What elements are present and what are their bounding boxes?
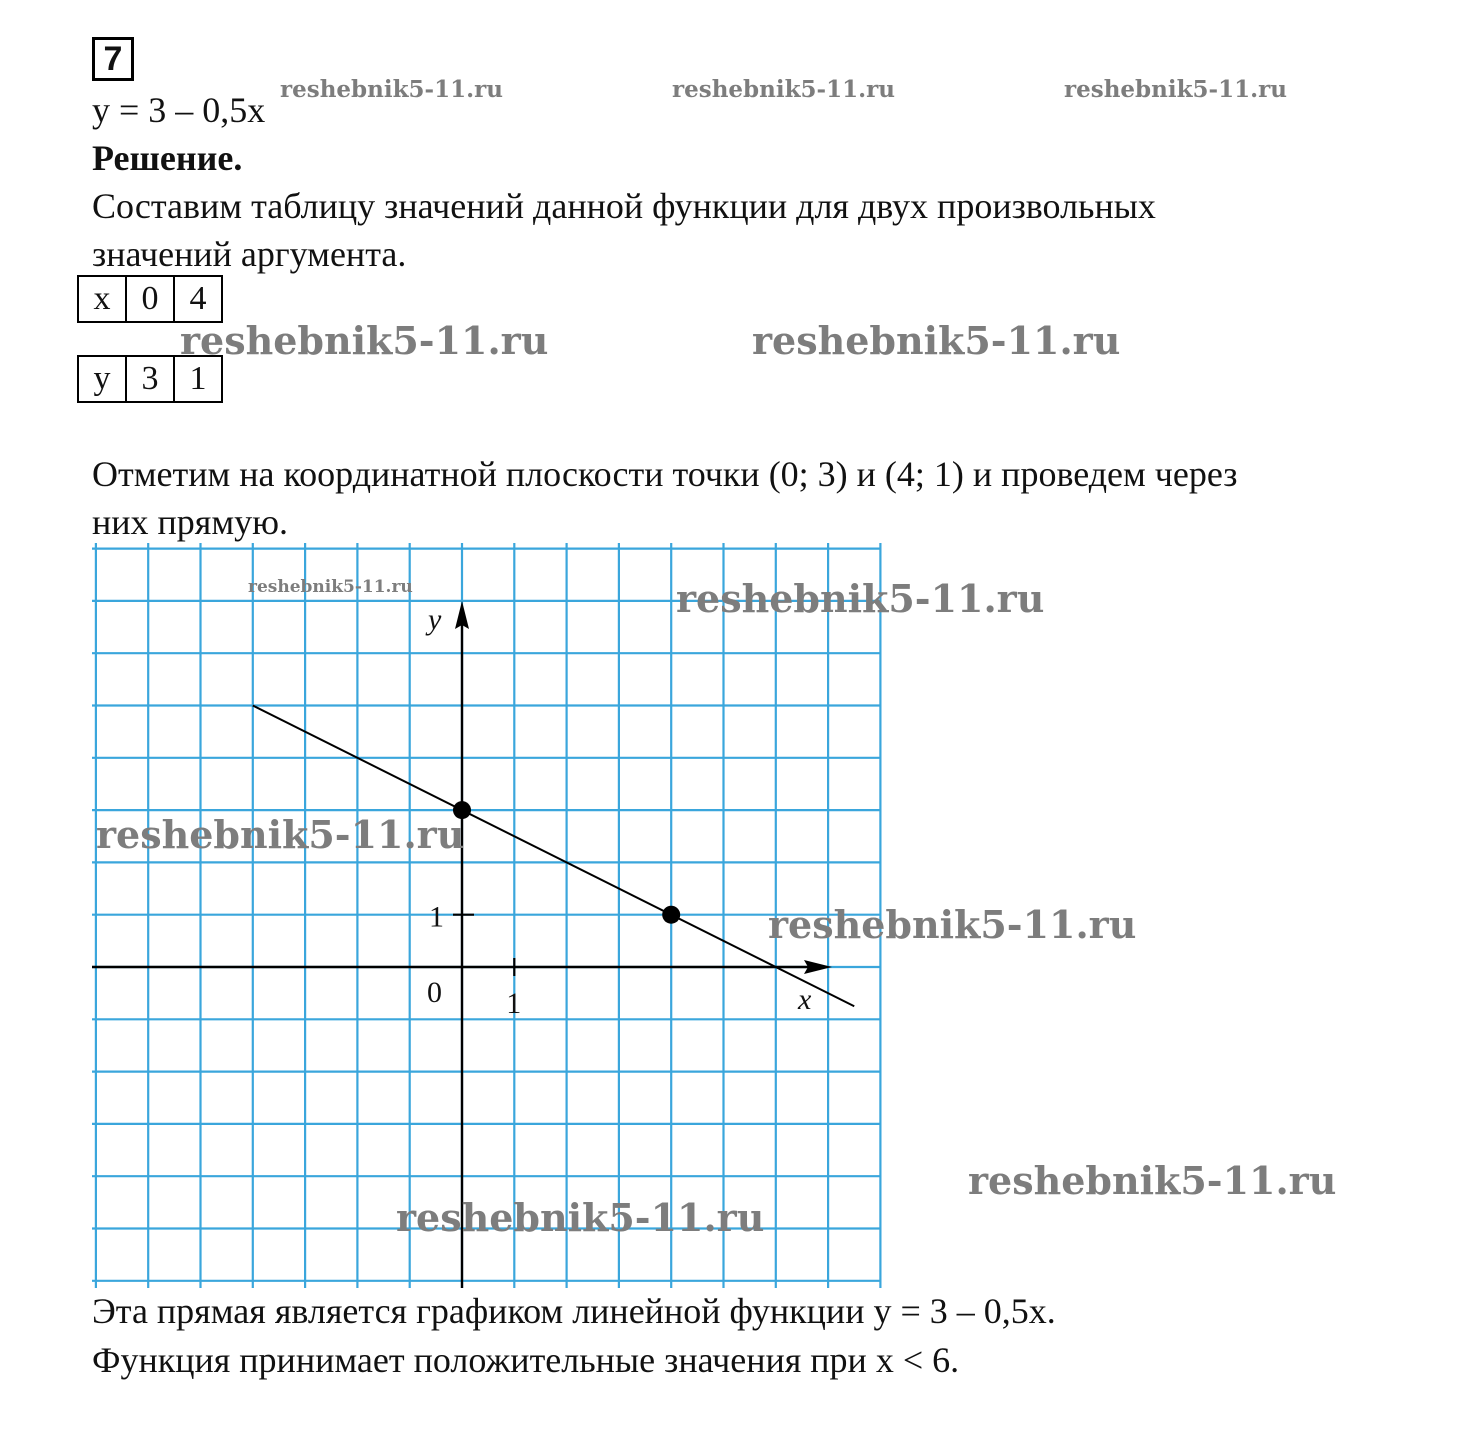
table-cell: 4 [174, 276, 222, 322]
paragraph-2-line-1: Отметим на координатной плоскости точки (0; 3) и (4; 1) и проведем через [92, 454, 1238, 494]
paragraph-1-line-1: Составим таблицу значений данной функции для двух произвольных [92, 186, 1156, 226]
grid [92, 543, 880, 1288]
watermark: reshebnik5-11.ru [396, 1195, 765, 1240]
watermark: reshebnik5-11.ru [248, 577, 413, 597]
watermark: reshebnik5-11.ru [96, 812, 465, 857]
watermark: reshebnik5-11.ru [1064, 76, 1287, 103]
origin-label: 0 [427, 976, 442, 1009]
watermark: reshebnik5-11.ru [672, 76, 895, 103]
paragraph-1-line-2: значений аргумента. [92, 234, 407, 274]
table-cell: 3 [126, 356, 174, 402]
watermark: reshebnik5-11.ru [280, 76, 503, 103]
conclusion-line-1: Эта прямая является графиком линейной функции y = 3 – 0,5x. [92, 1291, 1056, 1331]
task-equation: y = 3 – 0,5x [92, 90, 266, 130]
table-cell: x [78, 276, 126, 322]
data-point [662, 906, 680, 924]
table-cell: 0 [126, 276, 174, 322]
y-axis-arrow [455, 601, 469, 629]
paragraph-2-line-2: них прямую. [92, 502, 289, 542]
x-tick-label: 1 [506, 987, 522, 1020]
watermark: reshebnik5-11.ru [180, 318, 549, 363]
solution-heading: Решение. [92, 138, 243, 178]
table-cell: 1 [174, 356, 222, 402]
watermark: reshebnik5-11.ru [676, 576, 1045, 621]
coordinate-graph [92, 543, 884, 1288]
task-number: 7 [92, 37, 134, 81]
watermark: reshebnik5-11.ru [968, 1158, 1337, 1203]
axes [92, 601, 832, 1288]
table-cell: y [78, 356, 126, 402]
watermark: reshebnik5-11.ru [768, 902, 1137, 947]
watermark: reshebnik5-11.ru [752, 318, 1121, 363]
y-axis-label: y [428, 603, 442, 636]
table-x-row [77, 275, 223, 323]
y-tick-label: 1 [429, 900, 444, 934]
conclusion-line-2: Функция принимает положительные значения при x < 6. [92, 1340, 960, 1380]
x-axis-label: x [798, 983, 812, 1016]
